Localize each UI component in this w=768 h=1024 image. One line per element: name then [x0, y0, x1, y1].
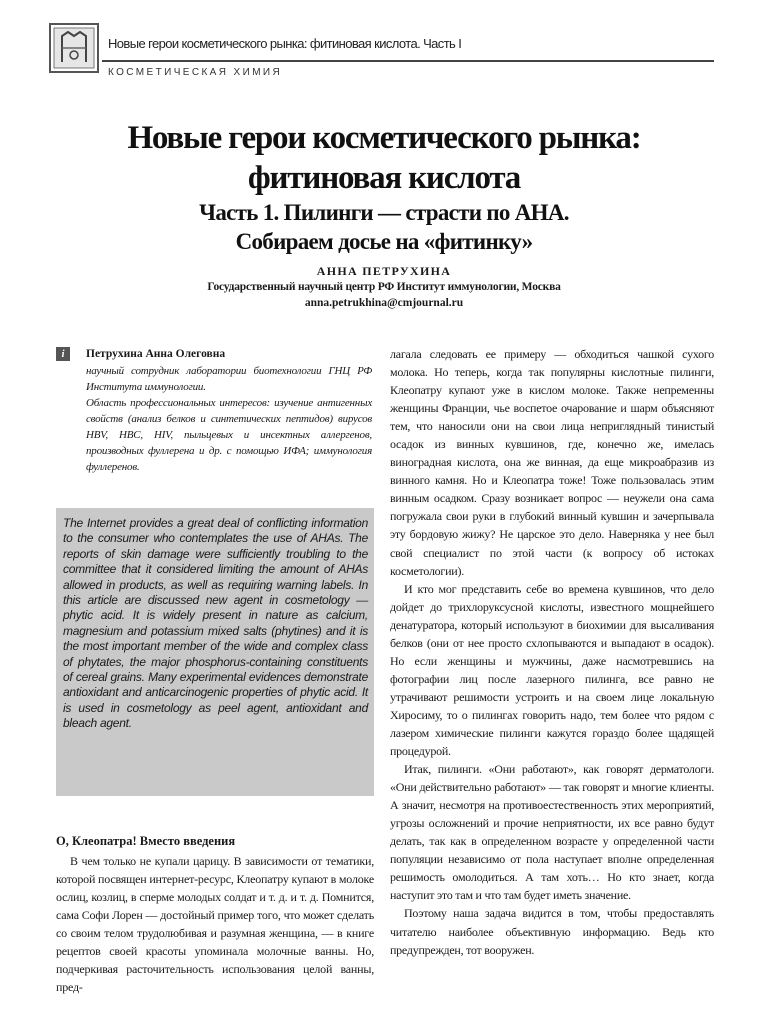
paragraph-3: Итак, пилинги. «Они работают», как говорят дерматологи. «Они действительно работают» — так говорят и многие клиенты. А значит, несмотря на противоестественность этих мероприятий, угрозы осложнений и прочие неприятности, их все равно будут делать, так как в определенном возрасте у определенной части популяции независимо от пола наступает вполне определенная решимость омолодиться. А там хоть… Но кто знает, когда наступит это там и что там будет иметь значение. [390, 762, 714, 903]
info-interests: Область профессиональных интересов: изучение антигенных свойств (анализ белков и синтетических пептидов) вирусов HBV, HBC, HIV, пыльцевых и инсектных аллергенов, производных фуллерена и др. с помощью ИФА; иммунология фуллеренов. [86, 397, 372, 473]
author-affiliation: Государственный научный центр РФ Институт иммунологии, Москва [207, 281, 561, 293]
title-block [48, 118, 720, 256]
author-email[interactable]: anna.petrukhina@cmjournal.ru [304, 297, 464, 309]
article-subtitle-line-2: Собираем досье на «фитинку» [235, 229, 533, 254]
author-block [48, 263, 720, 311]
section-label: КОСМЕТИЧЕСКАЯ ХИМИЯ [108, 67, 283, 78]
intro-paragraph: В чем только не купали царицу. В зависимости от тематики, которой посвящен интернет-ресурс, Клеопатру купают в молоке ослиц, козлиц, в сперме молодых солдат и т. д. и т. д. Помнится, сама Софи Лорен — достойный пример того, что может сделать со своим телом трудолюбивая и разумная женщина, — в книге рецептов своей красоты упоминала молочные ванны. Но, подчеркивая расточительность использования целой ванны, пред- [56, 854, 374, 994]
article-title-line-2: фитиновая кислота [247, 160, 521, 196]
header-rule [102, 60, 714, 62]
info-body [86, 363, 372, 475]
running-title: Новые герои косметического рынка: фитиновая кислота. Часть I [108, 36, 462, 51]
paragraph-2: И кто мог представить себе во времена кувшинов, что дело дойдет до трихлоруксусной кислоты, известного мощнейшего денатуратора, который используют в биохимии для высаливания белков (они от нее просто схлопываются и выпадают в осадок). Но если женщины и мужчины, даже насмотревшись на фотографии лиц после лазерного пилинга, все равно не утрачивают решимости устроить и на своем лице локальную Хиросиму, то о пилингах говорить надо, тем более что рядом с лазером химические пилинги кажутся гораздо более щадящей процедурой. [390, 581, 714, 759]
article-subtitle-line-1: Часть 1. Пилинги — страсти по АНА. [199, 200, 569, 225]
left-column-body [56, 852, 374, 996]
right-column-body [390, 345, 714, 959]
journal-logo-icon [48, 22, 100, 74]
article-title-line-1: Новые герои косметического рынка: [127, 120, 641, 156]
paragraph-continued: лагала следовать ее примеру — обходиться чашкой сухого молока. Но теперь, когда так популярны кислотные пилинги, Клеопатру купают уже в кислом молоке. Также непременны женщины Франции, чье воспетое очарование и шарм объясняют тем, что наносили они на свои лица неприглядный тинистый осадок из винных кувшинов, где, конечно же, имелась виноградная кислота, она же винная, да еще микроабразив из винного камня. Но и Клеопатра тоже! Тоже пользовалась этим винным осадком. Сразу возникает вопрос — неужели она сама погружала свои руки в глубокий винный кувшин и зачерпывала эту бордовую жижу? Не царское это дело. Наверняка у нее был свой специалист по этой части (к вопросу об истоках косметологии). [390, 347, 714, 578]
section-heading: О, Клеопатра! Вместо введения [56, 834, 236, 848]
info-icon: i [56, 347, 70, 361]
info-author-name: Петрухина Анна Олеговна [86, 348, 226, 360]
paragraph-4: Поэтому наша задача видится в том, чтобы предоставлять читателю наиболее объективную информацию. Ведь кто предупрежден, тот вооружен. [390, 906, 714, 957]
author-name: АННА ПЕТРУХИНА [316, 264, 452, 278]
info-position: научный сотрудник лаборатории биотехнологии ГНЦ РФ Института иммунологии. [86, 365, 372, 393]
abstract-box: The Internet provides a great deal of conflicting information to the consumer who contemplates the use of AHAs. The reports of skin damage were sufficiently troubling to the committee that it considered limiting the amount of AHAs allowed in products, as well as requiring warning labels. In this article are discussed new agent in cosmetology — phytic acid. It is widely present in nature as calcium, magnesium and potassium mixed salts (phytines) and it is the most important member of the wide and complex class of phytates, the major phosphorus-containing constituents of cereal grains. Many experimental evidences demonstrate antioxidant and anticarcinogenic properties of phytic acid. It is used in cosmetology as peel agent, antioxidant and bleach agent. [56, 508, 374, 796]
